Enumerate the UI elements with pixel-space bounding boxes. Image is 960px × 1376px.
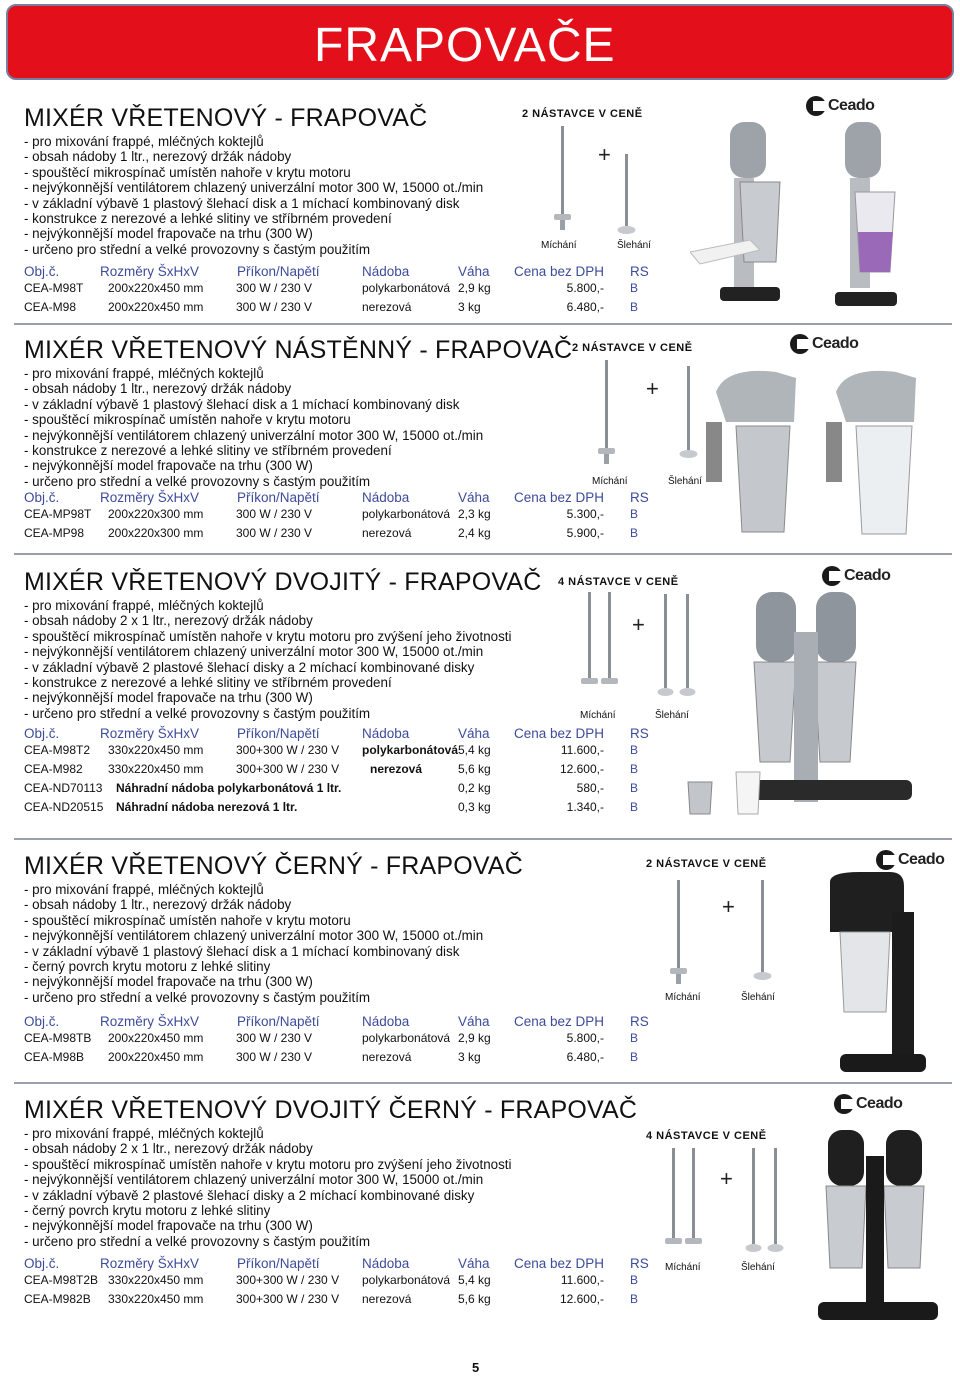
- col-header: RS: [630, 1014, 649, 1029]
- feature-item: - černý povrch krytu motoru z lehké slitiny: [24, 959, 271, 975]
- cell-price: 5.300,-: [566, 507, 604, 521]
- cell: 300 W / 230 V: [236, 526, 313, 540]
- cell: nerezová: [362, 526, 412, 540]
- feature-list: [24, 882, 483, 1005]
- col-header: Příkon/Napětí: [237, 490, 320, 505]
- table-row: [24, 743, 664, 761]
- cell: 330x220x450 mm: [108, 1273, 204, 1287]
- whipping-tool-image: [748, 880, 778, 990]
- table-header: [24, 1256, 664, 1274]
- feature-item: - určeno pro střední a velké provozovny s častým použitím: [24, 705, 371, 721]
- feature-item: - konstrukce z nerezové a lehké slitiny ve stříbrném provedení: [24, 211, 392, 227]
- plus-icon: +: [720, 1166, 733, 1191]
- cell: CEA-M982: [24, 762, 83, 776]
- feature-item: - obsah nádoby 2 x 1 ltr., nerezový držák nádoby: [24, 613, 313, 629]
- feature-list: [24, 598, 511, 721]
- tool-label-whipping: Šlehání: [655, 710, 689, 721]
- col-header: Nádoba: [362, 1256, 410, 1271]
- section-mixer-double-black: [0, 1096, 960, 1336]
- feature-list: [24, 134, 483, 257]
- cell: 300+300 W / 230 V: [236, 1292, 340, 1306]
- table-row: [24, 800, 664, 818]
- ceado-logo: [834, 1094, 902, 1114]
- col-header: Rozměry ŠxHxV: [100, 264, 200, 279]
- cell: CEA-M98T: [24, 281, 84, 295]
- product-image-black-mixer: [800, 872, 940, 1082]
- tool-label-mixing: Míchání: [592, 476, 628, 487]
- feature-item: - obsah nádoby 1 ltr., nerezový držák nádoby: [24, 897, 292, 913]
- ceado-logo: [822, 566, 890, 586]
- cell: 330x220x450 mm: [108, 1292, 204, 1306]
- col-header: RS: [630, 490, 649, 505]
- cell: polykarbonátová: [362, 1031, 451, 1045]
- feature-item: - určeno pro střední a velké provozovny s častým použitím: [24, 473, 371, 489]
- col-header: RS: [630, 1256, 649, 1271]
- cell-price: 5.800,-: [566, 281, 604, 295]
- cell-price: 1.340,-: [566, 800, 604, 814]
- cell-price: 6.480,-: [566, 1050, 604, 1064]
- attachments-note: 2 NÁSTAVCE V CENĚ: [572, 342, 693, 354]
- cell-rs: B: [630, 762, 639, 776]
- col-header: Rozměry ŠxHxV: [100, 1256, 200, 1271]
- cell-price: 11.600,-: [560, 743, 604, 757]
- cell-price: 6.480,-: [566, 300, 604, 314]
- feature-item: - nejvýkonnější ventilátorem chlazený univerzální motor 300 W, 15000 ot./min: [24, 928, 484, 944]
- cell: 5,4 kg: [458, 743, 491, 757]
- whipping-tool-image: [612, 154, 642, 244]
- section-divider: [14, 838, 952, 840]
- cell-price: 12.600,-: [559, 762, 604, 776]
- cell: polykarbonátová: [362, 743, 459, 757]
- attachments-note: 2 NÁSTAVCE V CENĚ: [646, 858, 767, 870]
- attachments-note: 2 NÁSTAVCE V CENĚ: [522, 108, 643, 120]
- col-header: Obj.č.: [24, 264, 60, 279]
- mixing-tools-image: [660, 1148, 710, 1260]
- col-header: Nádoba: [362, 726, 410, 741]
- col-header: Cena bez DPH: [514, 1256, 605, 1271]
- col-header: Nádoba: [362, 1014, 410, 1029]
- feature-item: - spouštěcí mikrospínač umístěn nahoře v krytu motoru: [24, 164, 351, 180]
- table-row: [24, 1050, 664, 1068]
- section-divider: [14, 323, 952, 325]
- cell-rs: B: [630, 281, 639, 295]
- cell: 2,9 kg: [458, 1031, 491, 1045]
- feature-item: - určeno pro střední a velké provozovny s častým použitím: [24, 1233, 371, 1249]
- cell: 330x220x450 mm: [108, 762, 204, 776]
- feature-item: - pro mixování frappé, mléčných koktejlů: [24, 366, 264, 381]
- feature-item: - určeno pro střední a velké provozovny s častým použitím: [24, 989, 371, 1005]
- ceado-logo-text: Ceado: [828, 97, 875, 114]
- cell: 300 W / 230 V: [236, 1031, 313, 1045]
- attachments-note: 4 NÁSTAVCE V CENĚ: [646, 1130, 767, 1142]
- section-title: MIXÉR VŘETENOVÝ DVOJITÝ ČERNÝ - FRAPOVAČ: [24, 1096, 638, 1124]
- cell-rs: B: [630, 1273, 639, 1287]
- product-image-double-black-mixer: [808, 1126, 948, 1336]
- feature-item: - nejvýkonnější model frapovače na trhu (300 W): [24, 1218, 313, 1234]
- cell: 200x220x450 mm: [108, 1031, 204, 1045]
- col-header: Obj.č.: [24, 1014, 60, 1029]
- ceado-logo: [806, 96, 874, 116]
- feature-item: - nejvýkonnější model frapovače na trhu (300 W): [24, 226, 313, 242]
- section-divider: [14, 553, 952, 555]
- feature-item: - konstrukce z nerezové a lehké slitiny ve stříbrném provedení: [24, 675, 392, 691]
- feature-item: - obsah nádoby 1 ltr., nerezový držák nádoby: [24, 149, 292, 165]
- cell-rs: B: [630, 1292, 639, 1306]
- product-image-double-mixer: [676, 592, 946, 832]
- col-header: Příkon/Napětí: [237, 1256, 320, 1271]
- col-header: Váha: [458, 1014, 490, 1029]
- cell: Náhradní nádoba nerezová 1 ltr.: [116, 800, 298, 814]
- cell: CEA-M98: [24, 300, 77, 314]
- cell: 300+300 W / 230 V: [236, 1273, 340, 1287]
- ceado-logo-text: Ceado: [844, 567, 891, 584]
- cell: nerezová: [362, 300, 412, 314]
- cell: 0,2 kg: [458, 781, 491, 795]
- header-banner: [6, 4, 954, 80]
- cell: CEA-MP98T: [24, 507, 92, 521]
- cell: 5,6 kg: [458, 762, 491, 776]
- section-mixer-single: [0, 97, 960, 324]
- cell: nerezová: [362, 1050, 412, 1064]
- section-mixer-double: [0, 568, 960, 828]
- cell: CEA-M98TB: [24, 1031, 92, 1045]
- ceado-logo-icon: [822, 566, 842, 586]
- feature-item: - nejvýkonnější ventilátorem chlazený univerzální motor 300 W, 15000 ot./min: [24, 427, 484, 443]
- ceado-logo-icon: [834, 1094, 854, 1114]
- feature-item: - pro mixování frappé, mléčných koktejlů: [24, 134, 264, 149]
- cell-price: 11.600,-: [560, 1273, 604, 1287]
- cell-price: 12.600,-: [559, 1292, 604, 1306]
- table-header: [24, 264, 664, 282]
- col-header: Obj.č.: [24, 490, 60, 505]
- section-title: MIXÉR VŘETENOVÝ ČERNÝ - FRAPOVAČ: [24, 852, 524, 880]
- mixing-tool-image: [548, 126, 578, 236]
- cell-price: 580,-: [576, 781, 604, 795]
- table-row: [24, 762, 664, 780]
- table-row: [24, 281, 664, 299]
- section-divider: [14, 1082, 952, 1084]
- cell: CEA-MP98: [24, 526, 85, 540]
- cell: 200x220x450 mm: [108, 300, 204, 314]
- col-header: Váha: [458, 264, 490, 279]
- ceado-logo-text: Ceado: [812, 335, 859, 352]
- cell: 300 W / 230 V: [236, 281, 313, 295]
- ceado-logo-icon: [790, 334, 810, 354]
- cell: 200x220x450 mm: [108, 281, 204, 295]
- section-title: MIXÉR VŘETENOVÝ DVOJITÝ - FRAPOVAČ: [24, 568, 542, 596]
- col-header: Váha: [458, 726, 490, 741]
- tool-label-mixing: Míchání: [541, 240, 577, 251]
- table-row: [24, 1273, 664, 1291]
- cell-price: 5.900,-: [566, 526, 604, 540]
- cell: CEA-M98T2B: [24, 1273, 99, 1287]
- section-title: MIXÉR VŘETENOVÝ NÁSTĚNNÝ - FRAPOVAČ: [24, 336, 573, 364]
- mixing-tool-image: [664, 880, 694, 992]
- mixing-tool-image: [592, 360, 622, 470]
- whipping-tools-image: [740, 1148, 790, 1260]
- tool-label-whipping: Šlehání: [741, 1262, 775, 1273]
- tool-label-mixing: Míchání: [580, 710, 616, 721]
- feature-item: - černý povrch krytu motoru z lehké slitiny: [24, 1203, 271, 1219]
- feature-item: - nejvýkonnější ventilátorem chlazený univerzální motor 300 W, 15000 ot./min: [24, 1172, 484, 1188]
- table-header: [24, 726, 664, 744]
- col-header: Obj.č.: [24, 1256, 60, 1271]
- feature-item: - pro mixování frappé, mléčných koktejlů: [24, 1126, 264, 1141]
- col-header: RS: [630, 264, 649, 279]
- cell-rs: B: [630, 507, 639, 521]
- feature-item: - v základní výbavě 1 plastový šlehací disk a 1 míchací kombinovaný disk: [24, 396, 460, 412]
- cell: 300 W / 230 V: [236, 507, 313, 521]
- feature-item: - v základní výbavě 2 plastové šlehací disky a 2 míchací kombinované disky: [24, 659, 475, 675]
- tool-label-whipping: Šlehání: [617, 240, 651, 251]
- col-header: Obj.č.: [24, 726, 60, 741]
- feature-item: - pro mixování frappé, mléčných koktejlů: [24, 598, 264, 613]
- cell: 300 W / 230 V: [236, 1050, 313, 1064]
- table-row: [24, 526, 664, 544]
- cell: nerezová: [362, 1292, 412, 1306]
- col-header: RS: [630, 726, 649, 741]
- col-header: Rozměry ŠxHxV: [100, 1014, 200, 1029]
- cell: CEA-ND20515: [24, 800, 104, 814]
- cell: 5,6 kg: [458, 1292, 491, 1306]
- tool-label-whipping: Šlehání: [741, 992, 775, 1003]
- feature-item: - nejvýkonnější ventilátorem chlazený univerzální motor 300 W, 15000 ot./min: [24, 644, 484, 660]
- cell: polykarbonátová: [362, 281, 451, 295]
- cell: 200x220x450 mm: [108, 1050, 204, 1064]
- cell-rs: B: [630, 526, 639, 540]
- table-row: [24, 507, 664, 525]
- table-row: [24, 300, 664, 318]
- cell: CEA-M982B: [24, 1292, 91, 1306]
- cell: CEA-M98B: [24, 1050, 85, 1064]
- ceado-logo-text: Ceado: [856, 1095, 903, 1112]
- feature-list: [24, 1126, 511, 1249]
- col-header: Cena bez DPH: [514, 264, 605, 279]
- tool-label-mixing: Míchání: [665, 1262, 701, 1273]
- table-row: [24, 781, 664, 799]
- feature-item: - konstrukce z nerezové a lehké slitiny ve stříbrném provedení: [24, 443, 392, 459]
- cell: polykarbonátová: [362, 1273, 451, 1287]
- tool-label-mixing: Míchání: [665, 992, 701, 1003]
- feature-item: - nejvýkonnější ventilátorem chlazený univerzální motor 300 W, 15000 ot./min: [24, 180, 484, 196]
- ceado-logo-icon: [876, 850, 896, 870]
- col-header: Nádoba: [362, 264, 410, 279]
- ceado-logo-text: Ceado: [898, 851, 945, 868]
- cell-price: 5.800,-: [566, 1031, 604, 1045]
- feature-item: - spouštěcí mikrospínač umístěn nahoře v krytu motoru pro zvýšení jeho životnosti: [24, 1156, 512, 1172]
- col-header: Rozměry ŠxHxV: [100, 490, 200, 505]
- cell: CEA-ND70113: [24, 781, 103, 795]
- col-header: Váha: [458, 490, 490, 505]
- feature-item: - nejvýkonnější model frapovače na trhu (300 W): [24, 690, 313, 706]
- plus-icon: +: [646, 376, 659, 401]
- feature-item: - spouštěcí mikrospínač umístěn nahoře v krytu motoru: [24, 412, 351, 428]
- cell: 0,3 kg: [458, 800, 491, 814]
- cell: 5,4 kg: [458, 1273, 491, 1287]
- col-header: Příkon/Napětí: [237, 264, 320, 279]
- cell: 300+300 W / 230 V: [236, 762, 340, 776]
- whipping-tool-image: [674, 366, 704, 466]
- col-header: Příkon/Napětí: [237, 726, 320, 741]
- cell-rs: B: [630, 781, 639, 795]
- cell: 2,9 kg: [458, 281, 491, 295]
- cell-rs: B: [630, 800, 639, 814]
- feature-item: - pro mixování frappé, mléčných koktejlů: [24, 882, 264, 897]
- page-title: FRAPOVAČE: [314, 19, 616, 72]
- plus-icon: +: [722, 894, 735, 919]
- section-title: MIXÉR VŘETENOVÝ - FRAPOVAČ: [24, 104, 428, 132]
- col-header: Rozměry ŠxHxV: [100, 726, 200, 741]
- feature-item: - spouštěcí mikrospínač umístěn nahoře v krytu motoru pro zvýšení jeho životnosti: [24, 628, 512, 644]
- cell-rs: B: [630, 1050, 639, 1064]
- plus-icon: +: [632, 612, 645, 637]
- cell: 300+300 W / 230 V: [236, 743, 340, 757]
- table-header: [24, 490, 664, 508]
- table-row: [24, 1031, 664, 1049]
- ceado-logo: [876, 850, 944, 870]
- cell: nerezová: [370, 762, 423, 776]
- cell: 2,4 kg: [458, 526, 491, 540]
- product-image-mixer: [690, 122, 950, 322]
- mixing-tools-image: [576, 592, 626, 704]
- cell: 300 W / 230 V: [236, 300, 313, 314]
- section-mixer-wall: [0, 336, 960, 556]
- cell: CEA-M98T2: [24, 743, 91, 757]
- feature-item: - v základní výbavě 2 plastové šlehací disky a 2 míchací kombinované disky: [24, 1187, 475, 1203]
- page-number: 5: [472, 1360, 480, 1375]
- col-header: Cena bez DPH: [514, 1014, 605, 1029]
- cell: 330x220x450 mm: [108, 743, 204, 757]
- cell: 3 kg: [458, 300, 481, 314]
- cell-rs: B: [630, 743, 639, 757]
- attachments-note: 4 NÁSTAVCE V CENĚ: [558, 576, 679, 588]
- col-header: Nádoba: [362, 490, 410, 505]
- feature-item: - spouštěcí mikrospínač umístěn nahoře v krytu motoru: [24, 912, 351, 928]
- ceado-logo: [790, 334, 858, 354]
- table-header: [24, 1014, 664, 1032]
- col-header: Cena bez DPH: [514, 726, 605, 741]
- cell: Náhradní nádoba polykarbonátová 1 ltr.: [116, 781, 342, 795]
- col-header: Cena bez DPH: [514, 490, 605, 505]
- product-image-wall-mixer: [706, 362, 946, 552]
- feature-list: [24, 366, 483, 489]
- cell: 200x220x300 mm: [108, 526, 204, 540]
- cell-rs: B: [630, 1031, 639, 1045]
- cell: 3 kg: [458, 1050, 481, 1064]
- cell: polykarbonátová: [362, 507, 451, 521]
- ceado-logo-icon: [806, 96, 826, 116]
- feature-item: - nejvýkonnější model frapovače na trhu (300 W): [24, 974, 313, 990]
- feature-item: - v základní výbavě 1 plastový šlehací disk a 1 míchací kombinovaný disk: [24, 195, 460, 211]
- feature-item: - nejvýkonnější model frapovače na trhu (300 W): [24, 458, 313, 474]
- section-mixer-black: [0, 852, 960, 1072]
- feature-item: - v základní výbavě 1 plastový šlehací disk a 1 míchací kombinovaný disk: [24, 943, 460, 959]
- cell: 2,3 kg: [458, 507, 491, 521]
- feature-item: - obsah nádoby 2 x 1 ltr., nerezový držák nádoby: [24, 1141, 313, 1157]
- feature-item: - určeno pro střední a velké provozovny s častým použitím: [24, 241, 371, 257]
- col-header: Váha: [458, 1256, 490, 1271]
- tool-label-whipping: Šlehání: [668, 476, 702, 487]
- table-row: [24, 1292, 664, 1310]
- plus-icon: +: [598, 142, 611, 167]
- col-header: Příkon/Napětí: [237, 1014, 320, 1029]
- cell: 200x220x300 mm: [108, 507, 204, 521]
- feature-item: - obsah nádoby 1 ltr., nerezový držák nádoby: [24, 381, 292, 397]
- cell-rs: B: [630, 300, 639, 314]
